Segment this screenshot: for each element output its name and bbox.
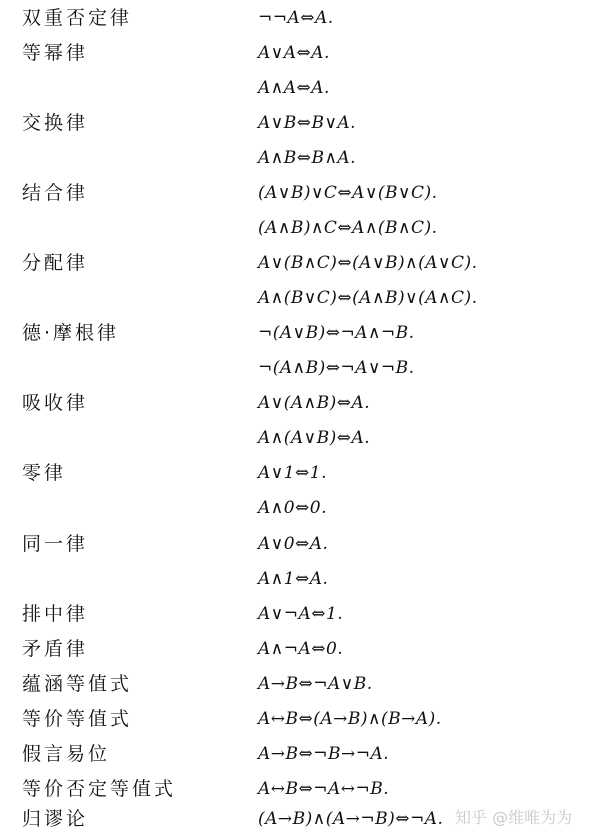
law-row bbox=[0, 527, 602, 562]
law-row bbox=[0, 597, 602, 632]
law-formula: A→B⇔¬A∨B. bbox=[258, 674, 373, 694]
law-name: 吸收律 bbox=[22, 392, 89, 414]
law-formula: A∧B⇔B∧A. bbox=[258, 148, 357, 168]
law-name: 结合律 bbox=[22, 182, 89, 204]
law-row bbox=[0, 386, 602, 421]
law-name: 假言易位 bbox=[22, 743, 111, 765]
law-formula: (A∨B)∨C⇔A∨(B∨C). bbox=[258, 183, 438, 203]
law-name: 蕴涵等值式 bbox=[22, 673, 133, 695]
law-name: 交换律 bbox=[22, 112, 89, 134]
law-row bbox=[0, 1, 602, 36]
law-formula: A∨(A∧B)⇔A. bbox=[258, 393, 371, 413]
law-row bbox=[0, 702, 602, 737]
law-name: 排中律 bbox=[22, 603, 89, 625]
law-row-continuation bbox=[0, 71, 602, 106]
law-name: 等幂律 bbox=[22, 42, 89, 64]
law-formula: A∧(A∨B)⇔A. bbox=[258, 428, 371, 448]
watermark: 知乎 @维唯为为 bbox=[455, 808, 573, 827]
law-formula: ¬¬A⇔A. bbox=[258, 8, 334, 28]
law-formula: A∨B⇔B∨A. bbox=[258, 113, 357, 133]
law-row bbox=[0, 737, 602, 772]
law-row bbox=[0, 176, 602, 211]
law-formula: (A∧B)∧C⇔A∧(B∧C). bbox=[258, 218, 438, 238]
law-name: 零律 bbox=[22, 462, 67, 484]
law-row-continuation bbox=[0, 491, 602, 526]
law-formula: A∧(B∨C)⇔(A∧B)∨(A∧C). bbox=[258, 288, 478, 308]
law-formula: A→B⇔¬B→¬A. bbox=[258, 744, 390, 764]
law-name: 等价等值式 bbox=[22, 708, 133, 730]
law-row bbox=[0, 456, 602, 491]
law-formula: A∧1⇔A. bbox=[258, 569, 329, 589]
law-formula: A∨(B∧C)⇔(A∨B)∧(A∨C). bbox=[258, 253, 478, 273]
law-name: 双重否定律 bbox=[22, 7, 133, 29]
law-name: 矛盾律 bbox=[22, 638, 89, 660]
law-formula: A↔B⇔(A→B)∧(B→A). bbox=[258, 709, 442, 729]
law-row bbox=[0, 667, 602, 702]
law-row-continuation bbox=[0, 351, 602, 386]
law-name: 德·摩根律 bbox=[22, 322, 120, 344]
law-row-continuation bbox=[0, 211, 602, 246]
law-formula: A↔B⇔¬A↔¬B. bbox=[258, 779, 390, 799]
law-formula: ¬(A∨B)⇔¬A∧¬B. bbox=[258, 323, 415, 343]
law-row bbox=[0, 36, 602, 71]
law-formula: A∨0⇔A. bbox=[258, 534, 329, 554]
law-row-continuation bbox=[0, 562, 602, 597]
law-formula: A∨A⇔A. bbox=[258, 43, 330, 63]
law-name: 等价否定等值式 bbox=[22, 778, 177, 800]
law-row-continuation bbox=[0, 281, 602, 316]
law-name: 分配律 bbox=[22, 252, 89, 274]
law-formula: A∧¬A⇔0. bbox=[258, 639, 344, 659]
law-formula: A∧0⇔0. bbox=[258, 498, 327, 518]
law-formula: A∨1⇔1. bbox=[258, 463, 327, 483]
law-name: 归谬论 bbox=[22, 808, 89, 830]
law-formula: A∧A⇔A. bbox=[258, 78, 330, 98]
law-row bbox=[0, 106, 602, 141]
law-formula: (A→B)∧(A→¬B)⇔¬A. bbox=[258, 809, 444, 829]
law-formula: A∨¬A⇔1. bbox=[258, 604, 344, 624]
law-row-continuation bbox=[0, 421, 602, 456]
law-name: 同一律 bbox=[22, 533, 89, 555]
law-row-continuation bbox=[0, 141, 602, 176]
law-formula: ¬(A∧B)⇔¬A∨¬B. bbox=[258, 358, 415, 378]
law-row bbox=[0, 316, 602, 351]
law-row bbox=[0, 246, 602, 281]
law-row bbox=[0, 632, 602, 667]
